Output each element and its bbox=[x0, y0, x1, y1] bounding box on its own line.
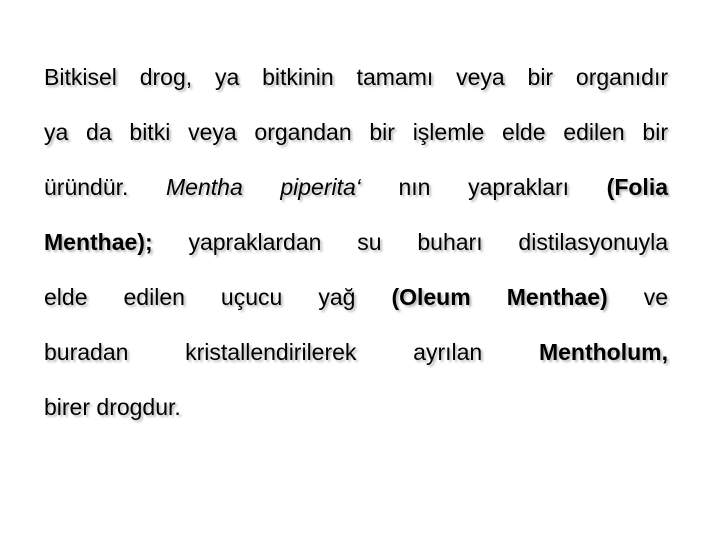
line3-text-c: nın yaprakları bbox=[398, 174, 570, 200]
line2-text: ya da bitki veya organdan bir işlemle elde edilen bir bbox=[44, 119, 668, 145]
oleum-menthae-term: (Oleum Menthae) bbox=[391, 284, 608, 310]
line4-text-b: yapraklardan su buharı distilasyonuyla bbox=[188, 229, 668, 255]
text-line-6 bbox=[44, 333, 668, 388]
folia-term: (Folia bbox=[606, 174, 669, 200]
mentholum-term: Mentholum, bbox=[538, 339, 669, 365]
text-line-1 bbox=[44, 58, 668, 113]
menthae-term: Menthae); bbox=[44, 229, 153, 255]
line7-text: birer drogdur. bbox=[44, 394, 181, 420]
text-line-4 bbox=[44, 223, 668, 278]
species-name: Mentha piperita‘ bbox=[166, 174, 361, 200]
text-line-2 bbox=[44, 113, 668, 168]
line6-text-a: buradan kristallendirilerek ayrılan bbox=[44, 339, 483, 365]
line5-text-a: elde edilen uçucu yağ bbox=[44, 284, 356, 310]
body-text bbox=[44, 58, 668, 443]
line3-text-a: üründür. bbox=[44, 174, 129, 200]
text-line-5 bbox=[44, 278, 668, 333]
text-line-7 bbox=[44, 388, 668, 443]
text-line-3 bbox=[44, 168, 668, 223]
line5-text-c: ve bbox=[643, 284, 668, 310]
line1-text: Bitkisel drog, ya bitkinin tamamı veya bir organıdır bbox=[44, 64, 668, 90]
